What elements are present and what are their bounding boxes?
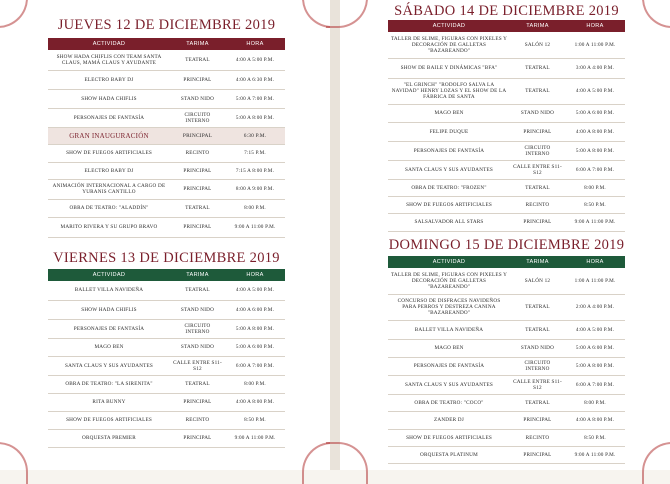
activity: ANIMACIÓN INTERNACIONAL A CARGO DE YURANIS CANTILLO: [48, 179, 170, 199]
stage: TEATRAL: [510, 320, 565, 339]
table-row: [388, 213, 625, 231]
stage: RECINTO: [170, 411, 225, 429]
activity: SHOW HADA CHIFLIS: [48, 89, 170, 108]
col-tarima: TARIMA: [510, 20, 565, 32]
col-actividad: ACTIVIDAD: [388, 256, 510, 268]
table-row: [388, 339, 625, 357]
time: 6:00 A 7:00 P.M.: [565, 375, 625, 394]
day-sunday: [388, 236, 625, 464]
time: 8:00 A 9:00 P.M.: [225, 179, 285, 199]
activity: SANTA CLAUS Y SUS AYUDANTES: [388, 375, 510, 394]
stage: CALLE ENTRE S11-S12: [170, 356, 225, 375]
stage: CALLE ENTRE S11-S12: [510, 160, 565, 179]
activity: PERSONAJES DE FANTASÍA: [388, 141, 510, 160]
stage: PRINCIPAL: [170, 217, 225, 237]
day-thursday: [48, 16, 285, 238]
table-row-highlight: [48, 127, 285, 144]
col-actividad: ACTIVIDAD: [48, 38, 170, 50]
stage: TEATRAL: [510, 78, 565, 104]
table-row: [388, 294, 625, 320]
activity: ELECTRO BABY DJ: [48, 162, 170, 179]
activity: ZANDER DJ: [388, 411, 510, 429]
col-actividad: ACTIVIDAD: [388, 20, 510, 32]
stage: STAND NIDO: [170, 338, 225, 356]
time: 9:00 A 11:00 P.M.: [565, 446, 625, 463]
time: 4:00 A 8:00 P.M.: [565, 122, 625, 141]
day-saturday: [388, 2, 625, 232]
table-row: [388, 141, 625, 160]
activity: MARITO RIVERA Y SU GRUPO BRAVO: [48, 217, 170, 237]
table-row: [48, 338, 285, 356]
col-tarima: TARIMA: [510, 256, 565, 268]
stage: SALÓN 12: [510, 268, 565, 294]
activity: ORQUESTA PLATINUM: [388, 446, 510, 463]
schedule-table: [48, 38, 285, 238]
stage: RECINTO: [170, 144, 225, 162]
stage: TEATRAL: [170, 50, 225, 70]
table-row: [48, 108, 285, 127]
table-row: [388, 375, 625, 394]
table-row: [48, 50, 285, 70]
stage: RECINTO: [510, 429, 565, 446]
time: 5:00 A 8:00 P.M.: [225, 108, 285, 127]
activity: SHOW HADA CHIFLIS CON TEAM SANTA CLAUS, MAMÁ CLAUS Y AYUDANTE: [48, 50, 170, 70]
activity: PERSONAJES DE FANTASÍA: [388, 357, 510, 375]
table-row: [48, 300, 285, 319]
stage: PRINCIPAL: [510, 122, 565, 141]
col-hora: HORA: [225, 38, 285, 50]
time: 8:00 P.M.: [225, 375, 285, 393]
time: 4:00 A 5:00 P.M.: [225, 281, 285, 300]
stage: STAND NIDO: [170, 300, 225, 319]
day-title: SÁBADO 14 DE DICIEMBRE 2019: [394, 3, 619, 19]
stage: PRINCIPAL: [170, 429, 225, 447]
time: 2:00 A 4:00 P.M.: [565, 294, 625, 320]
table-row: [388, 411, 625, 429]
stage: STAND NIDO: [510, 104, 565, 122]
time: 8:50 P.M.: [225, 411, 285, 429]
table-row: [48, 411, 285, 429]
activity: ELECTRO BABY DJ: [48, 70, 170, 89]
time: 4:00 A 8:00 P.M.: [225, 393, 285, 411]
ornament-top-left: [0, 0, 28, 28]
time: 5:00 A 8:00 P.M.: [565, 357, 625, 375]
schedule-table: [388, 20, 625, 232]
time: 1:00 A 11:00 P.M.: [565, 32, 625, 58]
activity: OBRA DE TEATRO: "LA SIRENITA": [48, 375, 170, 393]
stage: CIRCUITO INTERNO: [510, 357, 565, 375]
activity: CONCURSO DE DISFRACES NAVIDEÑOS PARA PERROS Y DESTREZA CANINA "BAZAREANDO": [388, 294, 510, 320]
table-row: [48, 319, 285, 338]
stage: PRINCIPAL: [170, 162, 225, 179]
time: 8:00 P.M.: [565, 179, 625, 196]
day-title: JUEVES 12 DE DICIEMBRE 2019: [57, 17, 276, 33]
table-row: [48, 217, 285, 237]
activity: GRAN INAUGURACIÓN: [48, 127, 170, 144]
activity: BALLET VILLA NAVIDEÑA: [388, 320, 510, 339]
time: 6:30 P.M.: [225, 127, 285, 144]
stage: RECINTO: [510, 196, 565, 213]
table-row: [388, 446, 625, 463]
time: 7:15 A 8:00 P.M.: [225, 162, 285, 179]
stage: PRINCIPAL: [170, 127, 225, 144]
table-row: [388, 58, 625, 78]
day-title: VIERNES 13 DE DICIEMBRE 2019: [53, 250, 280, 266]
activity: "EL GRINCH" "RODOLFO SALVA LA NAVIDAD" HENRY LOZAS Y EL SHOW DE LA FÁBRICA DE SANTA: [388, 78, 510, 104]
stage: TEATRAL: [510, 294, 565, 320]
activity: TALLER DE SLIME, FIGURAS CON PIXELES Y DECORACIÓN DE GALLETAS "BAZAREANDO": [388, 268, 510, 294]
day-title: DOMINGO 15 DE DICIEMBRE 2019: [388, 237, 625, 253]
stage: TEATRAL: [170, 199, 225, 217]
time: 5:00 A 7:00 P.M.: [225, 89, 285, 108]
table-row: [388, 357, 625, 375]
time: 8:50 P.M.: [565, 196, 625, 213]
time: 5:00 A 8:00 P.M.: [225, 319, 285, 338]
activity: MAGO BEN: [48, 338, 170, 356]
stage: PRINCIPAL: [170, 70, 225, 89]
time: 8:00 P.M.: [565, 394, 625, 411]
time: 9:00 A 11:00 P.M.: [565, 213, 625, 231]
stage: CIRCUITO INTERNO: [170, 319, 225, 338]
time: 5:00 A 8:00 P.M.: [565, 141, 625, 160]
stage: PRINCIPAL: [510, 411, 565, 429]
activity: BALLET VILLA NAVIDEÑA: [48, 281, 170, 300]
time: 5:00 A 6:00 P.M.: [225, 338, 285, 356]
table-row: [48, 89, 285, 108]
stage: PRINCIPAL: [170, 179, 225, 199]
activity: TALLER DE SLIME, FIGURAS CON PIXELES Y DECORACIÓN DE GALLETAS "BAZAREANDO": [388, 32, 510, 58]
table-row: [388, 179, 625, 196]
stage: PRINCIPAL: [510, 446, 565, 463]
ornament-top-left: [326, 0, 368, 28]
time: 8:00 P.M.: [225, 199, 285, 217]
page-gutter: [330, 0, 340, 470]
stage: PRINCIPAL: [510, 213, 565, 231]
table-row: [388, 122, 625, 141]
activity: SHOW DE BAILE Y DINÁMICAS "BFA": [388, 58, 510, 78]
activity: RITA BUNNY: [48, 393, 170, 411]
stage: STAND NIDO: [170, 89, 225, 108]
stage: CIRCUITO INTERNO: [170, 108, 225, 127]
table-row: [388, 104, 625, 122]
time: 5:00 A 6:00 P.M.: [565, 339, 625, 357]
time: 4:00 A 5:00 P.M.: [565, 320, 625, 339]
activity: SHOW DE FUEGOS ARTIFICIALES: [48, 411, 170, 429]
activity: PERSONAJES DE FANTASÍA: [48, 319, 170, 338]
table-row: [48, 393, 285, 411]
table-row: [388, 32, 625, 58]
activity: PERSONAJES DE FANTASÍA: [48, 108, 170, 127]
activity: ORQUESTA PREMIER: [48, 429, 170, 447]
table-row: [48, 375, 285, 393]
time: 9:00 A 11:00 P.M.: [225, 217, 285, 237]
ornament-bottom-right: [642, 442, 670, 484]
col-tarima: TARIMA: [170, 38, 225, 50]
table-row: [48, 429, 285, 447]
table-row: [388, 196, 625, 213]
col-tarima: TARIMA: [170, 269, 225, 281]
schedule-table: [48, 269, 285, 448]
time: 4:00 A 5:00 P.M.: [225, 50, 285, 70]
table-row: [48, 162, 285, 179]
stage: TEATRAL: [510, 394, 565, 411]
activity: OBRA DE TEATRO: "COCO": [388, 394, 510, 411]
stage: PRINCIPAL: [170, 393, 225, 411]
stage: SALÓN 12: [510, 32, 565, 58]
time: 4:00 A 6:30 P.M.: [225, 70, 285, 89]
stage: TEATRAL: [510, 58, 565, 78]
activity: SHOW DE FUEGOS ARTIFICIALES: [48, 144, 170, 162]
time: 4:00 A 6:00 P.M.: [225, 300, 285, 319]
ornament-top-right: [642, 0, 670, 28]
table-row: [48, 356, 285, 375]
schedule-table: [388, 256, 625, 464]
activity: SANTA CLAUS Y SUS AYUDANTES: [48, 356, 170, 375]
table-row: [388, 78, 625, 104]
ornament-bottom-left: [326, 442, 368, 484]
table-row: [388, 320, 625, 339]
time: 4:00 A 8:00 P.M.: [565, 411, 625, 429]
table-row: [48, 281, 285, 300]
activity: MAGO BEN: [388, 104, 510, 122]
time: 6:00 A 7:00 P.M.: [565, 160, 625, 179]
table-row: [388, 394, 625, 411]
table-row: [48, 70, 285, 89]
activity: SANTA CLAUS Y SUS AYUDANTES: [388, 160, 510, 179]
table-row: [388, 429, 625, 446]
activity: OBRA DE TEATRO: "ALADDÍN": [48, 199, 170, 217]
time: 1:00 A 11:00 P.M.: [565, 268, 625, 294]
time: 9:00 A 11:00 P.M.: [225, 429, 285, 447]
right-page: [340, 0, 670, 470]
table-row: [48, 179, 285, 199]
col-hora: HORA: [225, 269, 285, 281]
time: 6:00 A 7:00 P.M.: [225, 356, 285, 375]
left-page: [0, 0, 330, 470]
activity: SHOW DE FUEGOS ARTIFICIALES: [388, 196, 510, 213]
activity: FELIPE DUQUE: [388, 122, 510, 141]
table-row: [388, 160, 625, 179]
ornament-bottom-left: [0, 442, 28, 484]
stage: STAND NIDO: [510, 339, 565, 357]
stage: CIRCUITO INTERNO: [510, 141, 565, 160]
stage: CALLE ENTRE S11-S12: [510, 375, 565, 394]
time: 7:15 P.M.: [225, 144, 285, 162]
day-friday: [48, 249, 285, 448]
time: 5:00 A 6:00 P.M.: [565, 104, 625, 122]
activity: SHOW HADA CHIFLIS: [48, 300, 170, 319]
stage: TEATRAL: [170, 375, 225, 393]
table-row: [48, 199, 285, 217]
activity: OBRA DE TEATRO: "FROZEN": [388, 179, 510, 196]
col-actividad: ACTIVIDAD: [48, 269, 170, 281]
table-row: [388, 268, 625, 294]
col-hora: HORA: [565, 20, 625, 32]
time: 8:50 P.M.: [565, 429, 625, 446]
time: 3:00 A 4:00 P.M.: [565, 58, 625, 78]
time: 4:00 A 5:00 P.M.: [565, 78, 625, 104]
stage: TEATRAL: [510, 179, 565, 196]
activity: SHOW DE FUEGOS ARTIFICIALES: [388, 429, 510, 446]
activity: MAGO BEN: [388, 339, 510, 357]
col-hora: HORA: [565, 256, 625, 268]
stage: TEATRAL: [170, 281, 225, 300]
table-row: [48, 144, 285, 162]
activity: SALSALVADOR ALL STARS: [388, 213, 510, 231]
